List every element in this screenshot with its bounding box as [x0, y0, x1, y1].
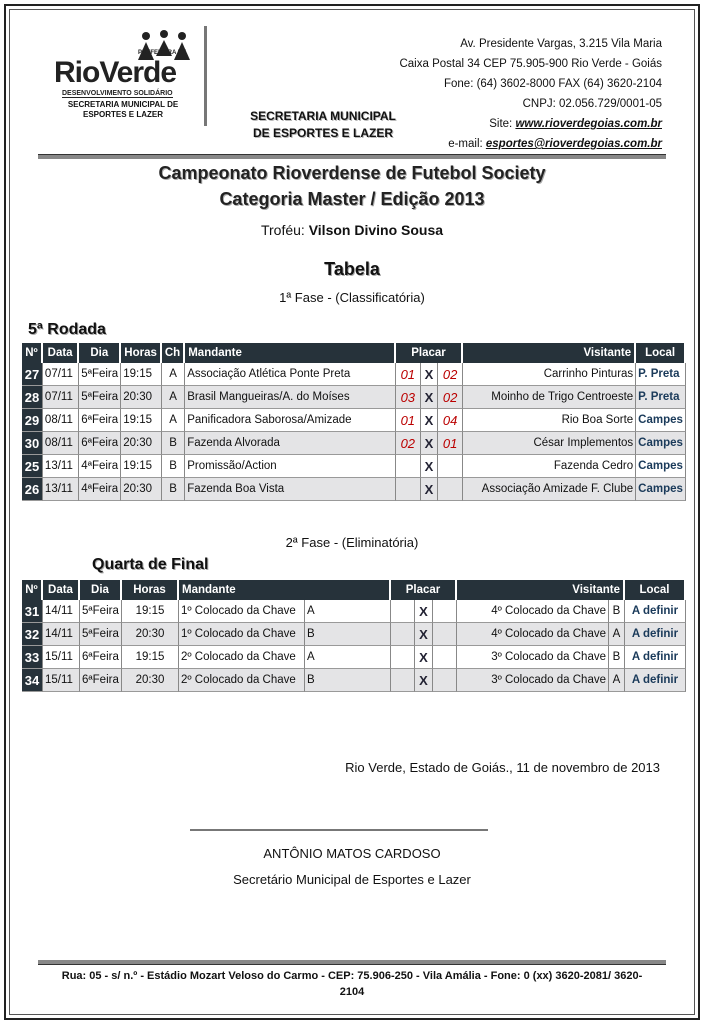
versus-mark: X — [415, 646, 433, 669]
home-team: Fazenda Boa Vista — [185, 478, 396, 501]
game-weekday: 4ªFeira — [79, 455, 121, 478]
versus-mark: X — [421, 455, 438, 478]
game-number: 26 — [22, 478, 43, 501]
game-group: B — [162, 455, 185, 478]
logo-slogan: DESENVOLVIMENTO SOLIDÁRIO — [62, 90, 173, 97]
home-team: 1º Colocado da Chave — [179, 623, 305, 646]
away-group: B — [609, 646, 625, 669]
col-data: Data — [43, 343, 79, 363]
game-weekday: 5ªFeira — [80, 623, 122, 646]
home-team: 2º Colocado da Chave — [179, 669, 305, 692]
col-placar: Placar — [391, 580, 457, 600]
versus-mark: X — [415, 669, 433, 692]
home-team: Promissão/Action — [185, 455, 396, 478]
logo-prefeitura: PREFEITURA DE — [138, 50, 187, 56]
game-number: 28 — [22, 386, 43, 409]
away-team: 4º Colocado da Chave — [457, 623, 609, 646]
game-time: 20:30 — [121, 478, 162, 501]
secretaria-title-line1: SECRETARIA MUNICIPAL — [250, 109, 396, 123]
signature-line — [190, 829, 488, 831]
game-group: B — [162, 478, 185, 501]
versus-mark: X — [415, 600, 433, 623]
game-weekday: 6ªFeira — [80, 669, 122, 692]
table-row — [22, 432, 686, 455]
col-dia: Dia — [79, 343, 121, 363]
tabela-heading: Tabela — [324, 259, 380, 279]
logo-secretaria: SECRETARIA MUNICIPAL DE ESPORTES E LAZER — [67, 100, 179, 119]
round-title: 5ª Rodada — [28, 321, 106, 338]
address: Av. Presidente Vargas, 3.215 Vila Maria — [460, 38, 662, 50]
game-venue: P. Preta — [636, 363, 686, 386]
col-local: Local — [625, 580, 686, 600]
game-venue: A definir — [625, 600, 686, 623]
signature-name: ANTÔNIO MATOS CARDOSO — [263, 846, 441, 861]
footer-address: Rua: 05 - s/ n.º - Estádio Mozart Veloso do Carmo - CEP: 75.906-250 - Vila Amália - Fone: 0 (xx) 3620-2081/ 3620-2104 — [61, 970, 643, 998]
logo-name: RioVerde — [54, 56, 177, 89]
home-score: 02 — [396, 432, 421, 455]
game-weekday: 5ªFeira — [79, 386, 121, 409]
col-num: Nº — [22, 343, 43, 363]
away-score — [438, 478, 463, 501]
col-dia: Dia — [80, 580, 122, 600]
table-row — [22, 478, 686, 501]
cnpj: CNPJ: 02.056.729/0001-05 — [522, 98, 662, 110]
col-mandante: Mandante — [179, 580, 391, 600]
game-date: 13/11 — [43, 455, 79, 478]
away-team: 3º Colocado da Chave — [457, 669, 609, 692]
home-score — [391, 600, 415, 623]
game-time: 20:30 — [121, 432, 162, 455]
away-score — [433, 646, 457, 669]
quarterfinal-title: Quarta de Final — [92, 556, 209, 573]
game-number: 32 — [22, 623, 43, 646]
table-row — [22, 600, 686, 623]
category-title: Categoria Master / Edição 2013 — [219, 189, 485, 209]
site-link[interactable]: www.rioverdegoias.com.br — [515, 118, 662, 130]
away-team: Fazenda Cedro — [463, 455, 636, 478]
away-team: Associação Amizade F. Clube — [463, 478, 636, 501]
home-score — [396, 455, 421, 478]
email-line — [399, 134, 662, 154]
away-score: 02 — [438, 363, 463, 386]
home-team: 1º Colocado da Chave — [179, 600, 305, 623]
email-label: e-mail: — [448, 138, 486, 150]
game-time: 19:15 — [121, 409, 162, 432]
away-team: Moinho de Trigo Centroeste — [463, 386, 636, 409]
away-group: A — [609, 669, 625, 692]
away-score — [433, 669, 457, 692]
game-date: 07/11 — [43, 386, 79, 409]
col-ch: Ch — [162, 343, 185, 363]
game-weekday: 6ªFeira — [79, 409, 121, 432]
col-visitante: Visitante — [457, 580, 625, 600]
contact-info — [399, 34, 662, 154]
col-placar: Placar — [396, 343, 463, 363]
footer-divider — [38, 960, 666, 965]
secretaria-title-line2: DE ESPORTES E LAZER — [252, 126, 394, 140]
signature-role: Secretário Municipal de Esportes e Lazer — [233, 872, 471, 887]
away-score — [433, 600, 457, 623]
home-team: Associação Atlética Ponte Preta — [185, 363, 396, 386]
col-horas: Horas — [122, 580, 179, 600]
home-team: Fazenda Alvorada — [185, 432, 396, 455]
versus-mark: X — [421, 432, 438, 455]
away-score: 01 — [438, 432, 463, 455]
game-date: 08/11 — [43, 409, 79, 432]
game-group: B — [162, 432, 185, 455]
trophy-label: Troféu: — [260, 222, 309, 238]
game-weekday: 4ªFeira — [79, 478, 121, 501]
home-score: 01 — [396, 409, 421, 432]
prefeitura-logo — [44, 30, 194, 122]
away-team: 4º Colocado da Chave — [457, 600, 609, 623]
home-team: Panificadora Saborosa/Amizade — [185, 409, 396, 432]
col-local: Local — [636, 343, 686, 363]
game-date: 08/11 — [43, 432, 79, 455]
round-table — [22, 343, 686, 501]
game-number: 25 — [22, 455, 43, 478]
game-number: 31 — [22, 600, 43, 623]
game-number: 30 — [22, 432, 43, 455]
game-date: 07/11 — [43, 363, 79, 386]
phase1-heading: 1ª Fase - (Classificatória) — [279, 290, 425, 305]
home-score: 01 — [396, 363, 421, 386]
game-weekday: 6ªFeira — [80, 646, 122, 669]
col-data: Data — [43, 580, 80, 600]
game-date: 14/11 — [43, 600, 80, 623]
home-team: Brasil Mangueiras/A. do Moíses — [185, 386, 396, 409]
game-venue: Campes — [636, 455, 686, 478]
game-venue: Campes — [636, 432, 686, 455]
away-score: 04 — [438, 409, 463, 432]
away-team: 3º Colocado da Chave — [457, 646, 609, 669]
game-weekday: 5ªFeira — [80, 600, 122, 623]
home-score — [391, 669, 415, 692]
table-row — [22, 455, 686, 478]
home-score: 03 — [396, 386, 421, 409]
game-group: A — [162, 409, 185, 432]
versus-mark: X — [421, 478, 438, 501]
game-date: 15/11 — [43, 646, 80, 669]
table-row — [22, 386, 686, 409]
game-venue: Campes — [636, 478, 686, 501]
game-weekday: 6ªFeira — [79, 432, 121, 455]
col-mandante: Mandante — [185, 343, 396, 363]
home-score — [396, 478, 421, 501]
col-num: Nº — [22, 580, 43, 600]
game-time: 19:15 — [121, 455, 162, 478]
game-weekday: 5ªFeira — [79, 363, 121, 386]
phone: Fone: (64) 3602-8000 FAX (64) 3620-2104 — [443, 78, 662, 90]
game-time: 20:30 — [122, 623, 179, 646]
table-row — [22, 623, 686, 646]
home-group: B — [305, 669, 391, 692]
game-time: 19:15 — [122, 646, 179, 669]
game-date: 13/11 — [43, 478, 79, 501]
versus-mark: X — [415, 623, 433, 646]
table-row — [22, 409, 686, 432]
table-row — [22, 363, 686, 386]
versus-mark: X — [421, 386, 438, 409]
game-group: A — [162, 363, 185, 386]
col-horas: Horas — [121, 343, 162, 363]
game-number: 34 — [22, 669, 43, 692]
away-team: César Implementos — [463, 432, 636, 455]
away-group: B — [609, 600, 625, 623]
game-time: 19:15 — [122, 600, 179, 623]
trophy-line — [0, 222, 704, 238]
home-group: A — [305, 646, 391, 669]
date-line: Rio Verde, Estado de Goiás., 11 de novembro de 2013 — [345, 760, 660, 775]
game-venue: P. Preta — [636, 386, 686, 409]
home-score — [391, 623, 415, 646]
away-team: Carrinho Pinturas — [463, 363, 636, 386]
email-link[interactable]: esportes@rioverdegoias.com.br — [485, 138, 662, 150]
game-group: A — [162, 386, 185, 409]
away-score: 02 — [438, 386, 463, 409]
home-score — [391, 646, 415, 669]
trophy-name: Vilson Divino Sousa — [308, 222, 444, 238]
game-date: 14/11 — [43, 623, 80, 646]
quarterfinal-table — [22, 580, 686, 692]
home-group: B — [305, 623, 391, 646]
home-group: A — [305, 600, 391, 623]
table-row — [22, 669, 686, 692]
game-number: 33 — [22, 646, 43, 669]
game-time: 19:15 — [121, 363, 162, 386]
versus-mark: X — [421, 409, 438, 432]
game-number: 27 — [22, 363, 43, 386]
versus-mark: X — [421, 363, 438, 386]
game-time: 20:30 — [121, 386, 162, 409]
away-team: Rio Boa Sorte — [463, 409, 636, 432]
game-venue: A definir — [625, 646, 686, 669]
game-venue: Campes — [636, 409, 686, 432]
game-venue: A definir — [625, 623, 686, 646]
away-score — [433, 623, 457, 646]
away-group: A — [609, 623, 625, 646]
postal: Caixa Postal 34 CEP 75.905-900 Rio Verde - Goiás — [399, 58, 662, 70]
game-number: 29 — [22, 409, 43, 432]
col-visitante: Visitante — [463, 343, 636, 363]
site-line — [399, 114, 662, 134]
game-date: 15/11 — [43, 669, 80, 692]
home-team: 2º Colocado da Chave — [179, 646, 305, 669]
championship-title: Campeonato Rioverdense de Futebol Society — [158, 163, 546, 183]
header-divider — [38, 154, 666, 159]
game-venue: A definir — [625, 669, 686, 692]
secretaria-title — [238, 108, 408, 142]
site-label: Site: — [489, 118, 516, 130]
away-score — [438, 455, 463, 478]
phase2-heading: 2ª Fase - (Eliminatória) — [285, 535, 419, 550]
game-time: 20:30 — [122, 669, 179, 692]
table-row — [22, 646, 686, 669]
